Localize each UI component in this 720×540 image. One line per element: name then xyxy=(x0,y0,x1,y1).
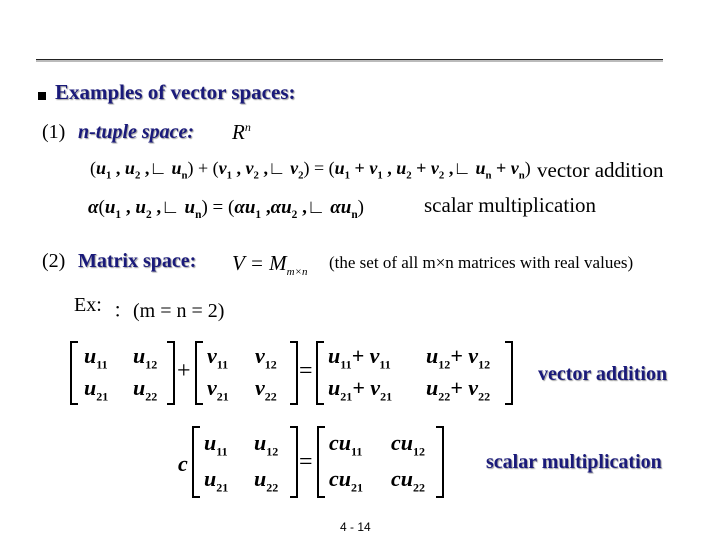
note-scalar-multiplication-2: scalar multiplication xyxy=(486,451,662,473)
matrix-u: $u_{11}$ $u_{12}$ $u_{21}$ $u_{22}$ xyxy=(70,341,175,405)
section-heading: Examples of vector spaces: xyxy=(55,80,296,104)
item1-label xyxy=(78,121,194,144)
matrix-space-note: (the set of all m×n matrices with real values) xyxy=(329,253,634,272)
title-rule xyxy=(36,59,663,62)
bullet-square-icon xyxy=(38,92,46,100)
matrix-u-2: $u_{11}$ $u_{12}$ $u_{21}$ $u_{22}$ xyxy=(192,426,298,498)
item2-label: Matrix space: xyxy=(78,250,197,272)
scalar-c: c xyxy=(178,451,188,476)
equals-sign-1: = xyxy=(299,358,313,384)
equation-vector-addition: ($u_1$ , $u_2$ ,∟ $u_n) + (v_1$ , $v_2$ ,∟ $v_2) = (u_1 + v_1$ , $u_2 + v_2$ ,∟ $u_n + v_n$) xyxy=(90,158,531,182)
note-scalar-multiplication-1: scalar multiplication xyxy=(424,193,597,217)
rn-symbol: $R^n$ xyxy=(232,120,251,144)
item1-number: (1) xyxy=(42,121,66,143)
matrix-v: $v_{11}$ $v_{12}$ $v_{21}$ $v_{22}$ xyxy=(195,341,298,405)
example-prefix: Ex: xyxy=(74,294,102,316)
matrix-sum: $u_{11}+ v_{11}$ $u_{12}+ v_{12}$ $u_{21}+ v_{21}$ $u_{22}+ v_{22}$ xyxy=(316,341,513,405)
equation-scalar-multiplication: $\alpha(u_1$ , $u_2$ ,∟ $u_n) = (\alpha u_1$ $,\alpha u_2$ ,∟ $\alpha u_n$) xyxy=(88,197,364,221)
note-vector-addition-2: vector addition xyxy=(538,363,668,385)
note-vector-addition-1: vector addition xyxy=(537,158,664,182)
matrix-space-symbol: $V = M_{m\times n}$ xyxy=(232,251,308,279)
item2-number: (2) xyxy=(42,250,66,272)
plus-sign: + xyxy=(177,358,191,384)
equals-sign-2: = xyxy=(299,449,313,475)
item1-label-text: n-tuple space: xyxy=(78,121,195,143)
page-number: 4 - 14 xyxy=(340,520,371,534)
matrix-cu: $cu_{11}$ $cu_{12}$ $cu_{21}$ $cu_{22}$ xyxy=(317,426,444,498)
example-condition: ：(m = n = 2) xyxy=(113,300,225,322)
